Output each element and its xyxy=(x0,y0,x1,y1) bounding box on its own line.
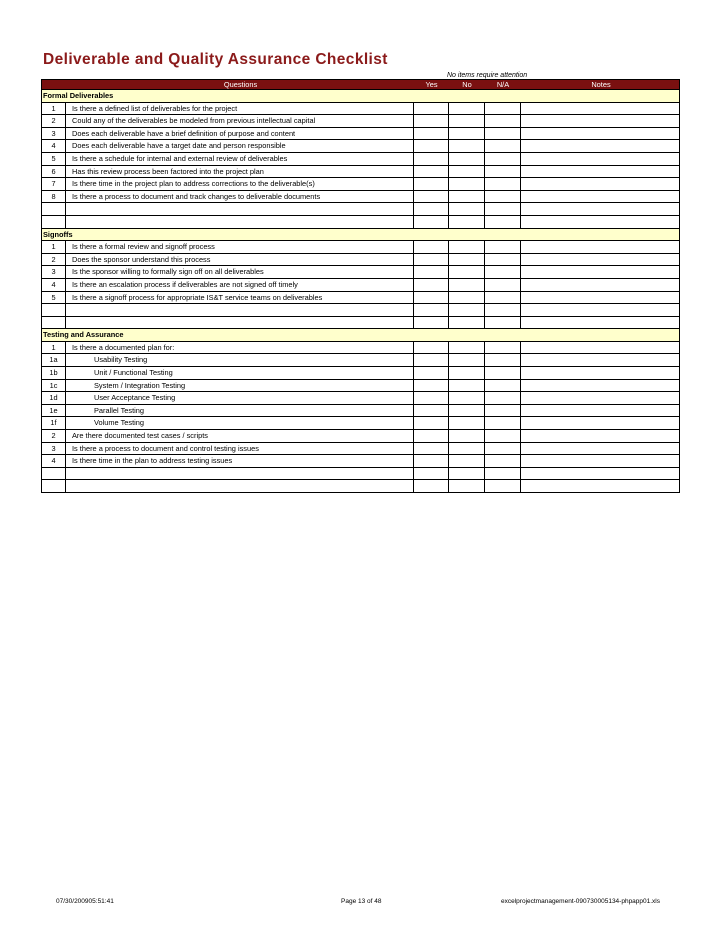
item-number: 1a xyxy=(41,354,66,366)
question-text: Volume Testing xyxy=(94,418,144,428)
item-number xyxy=(41,468,66,480)
yes-cell[interactable] xyxy=(413,103,448,115)
yes-cell[interactable] xyxy=(413,128,448,140)
table-row xyxy=(41,128,680,141)
no-cell[interactable] xyxy=(448,317,484,329)
notes-cell[interactable] xyxy=(520,103,680,115)
notes-cell[interactable] xyxy=(520,380,680,392)
blank-row xyxy=(41,304,680,317)
na-cell[interactable] xyxy=(484,443,520,455)
na-cell[interactable] xyxy=(484,380,520,392)
questions-header: Questions xyxy=(223,80,258,89)
question-text: Has this review process been factored into the project plan xyxy=(72,166,264,176)
table-row xyxy=(41,254,680,267)
na-cell[interactable] xyxy=(484,292,520,304)
na-cell[interactable] xyxy=(484,115,520,127)
no-cell[interactable] xyxy=(448,405,484,417)
yes-cell[interactable] xyxy=(413,191,448,203)
column-header-row xyxy=(41,79,680,90)
table-row xyxy=(41,115,680,128)
no-cell[interactable] xyxy=(448,166,484,178)
question-text: Does each deliverable have a brief definition of purpose and content xyxy=(72,128,296,138)
notes-cell[interactable] xyxy=(520,292,680,304)
na-cell[interactable] xyxy=(484,166,520,178)
question-text: Does the sponsor understand this process xyxy=(72,254,211,264)
na-cell[interactable] xyxy=(484,468,520,480)
item-number: 8 xyxy=(41,191,66,203)
na-cell[interactable] xyxy=(484,480,520,492)
question-text: Is there time in the plan to address testing issues xyxy=(72,456,233,466)
na-header: N/A xyxy=(496,80,510,89)
question-text: Does each deliverable have a target date and person responsible xyxy=(72,141,286,151)
question-text: Unit / Functional Testing xyxy=(94,368,173,378)
no-cell[interactable] xyxy=(448,367,484,379)
yes-cell[interactable] xyxy=(413,380,448,392)
notes-header: Notes xyxy=(591,80,611,89)
notes-cell[interactable] xyxy=(520,405,680,417)
no-cell[interactable] xyxy=(448,191,484,203)
yes-cell[interactable] xyxy=(413,266,448,278)
question-text xyxy=(66,304,413,316)
footer-filename: excelprojectmanagement-090730005134-phpapp01.xls xyxy=(501,898,661,905)
notes-cell[interactable] xyxy=(520,115,680,127)
no-cell[interactable] xyxy=(448,380,484,392)
yes-cell[interactable] xyxy=(413,254,448,266)
table-row xyxy=(41,380,680,393)
question-text: Is there a signoff process for appropriate IS&T service teams on deliverables xyxy=(72,292,323,302)
yes-header: Yes xyxy=(425,80,438,89)
yes-cell[interactable] xyxy=(413,140,448,152)
table-row xyxy=(41,241,680,254)
item-number: 4 xyxy=(41,455,66,467)
na-cell[interactable] xyxy=(484,128,520,140)
table-row xyxy=(41,405,680,418)
notes-cell[interactable] xyxy=(520,266,680,278)
blank-row xyxy=(41,216,680,229)
notes-cell[interactable] xyxy=(520,304,680,316)
question-text: System / Integration Testing xyxy=(94,380,186,390)
table-row xyxy=(41,430,680,443)
question-text: Is the sponsor willing to formally sign off on all deliverables xyxy=(72,267,264,277)
item-number: 2 xyxy=(41,254,66,266)
question-text: Is there an escalation process if deliverables are not signed off timely xyxy=(72,279,298,289)
no-cell[interactable] xyxy=(448,455,484,467)
yes-cell[interactable] xyxy=(413,430,448,442)
notes-cell[interactable] xyxy=(520,128,680,140)
item-number: 1 xyxy=(41,103,66,115)
yes-cell[interactable] xyxy=(413,468,448,480)
notes-cell[interactable] xyxy=(520,241,680,253)
no-cell[interactable] xyxy=(448,480,484,492)
question-text xyxy=(66,216,413,228)
question-text xyxy=(66,203,413,215)
notes-cell[interactable] xyxy=(520,317,680,329)
na-cell[interactable] xyxy=(484,317,520,329)
no-cell[interactable] xyxy=(448,103,484,115)
item-number: 3 xyxy=(41,128,66,140)
na-cell[interactable] xyxy=(484,103,520,115)
na-cell[interactable] xyxy=(484,266,520,278)
notes-cell[interactable] xyxy=(520,455,680,467)
table-row xyxy=(41,392,680,405)
item-number xyxy=(41,304,66,316)
table-row xyxy=(41,342,680,355)
no-cell[interactable] xyxy=(448,430,484,442)
no-cell[interactable] xyxy=(448,392,484,404)
na-cell[interactable] xyxy=(484,417,520,429)
notes-cell[interactable] xyxy=(520,216,680,228)
notes-cell[interactable] xyxy=(520,191,680,203)
notes-cell[interactable] xyxy=(520,203,680,215)
item-number: 4 xyxy=(41,140,66,152)
na-cell[interactable] xyxy=(484,140,520,152)
na-cell[interactable] xyxy=(484,178,520,190)
notes-cell[interactable] xyxy=(520,140,680,152)
notes-cell[interactable] xyxy=(520,367,680,379)
table-row xyxy=(41,103,680,116)
yes-cell[interactable] xyxy=(413,216,448,228)
no-cell[interactable] xyxy=(448,140,484,152)
notes-cell[interactable] xyxy=(520,392,680,404)
question-text: Is there a schedule for internal and external review of deliverables xyxy=(72,153,288,163)
item-number xyxy=(41,203,66,215)
table-row xyxy=(41,266,680,279)
no-cell[interactable] xyxy=(448,241,484,253)
na-cell[interactable] xyxy=(484,392,520,404)
yes-cell[interactable] xyxy=(413,304,448,316)
attention-note: No items require attention xyxy=(447,72,528,79)
question-text: Usability Testing xyxy=(94,355,148,365)
no-cell[interactable] xyxy=(448,153,484,165)
question-text xyxy=(66,317,413,329)
no-cell[interactable] xyxy=(448,128,484,140)
item-number: 7 xyxy=(41,178,66,190)
table-row xyxy=(41,279,680,292)
blank-row xyxy=(41,480,680,493)
checklist-table xyxy=(41,79,680,493)
notes-cell[interactable] xyxy=(520,354,680,366)
yes-cell[interactable] xyxy=(413,153,448,165)
yes-cell[interactable] xyxy=(413,292,448,304)
question-text xyxy=(66,480,413,492)
no-header: No xyxy=(462,80,472,89)
item-number: 5 xyxy=(41,292,66,304)
na-cell[interactable] xyxy=(484,216,520,228)
na-cell[interactable] xyxy=(484,430,520,442)
table-row xyxy=(41,292,680,305)
item-number: 1f xyxy=(41,417,66,429)
yes-cell[interactable] xyxy=(413,480,448,492)
yes-cell[interactable] xyxy=(413,178,448,190)
na-cell[interactable] xyxy=(484,153,520,165)
yes-cell[interactable] xyxy=(413,354,448,366)
page-title: Deliverable and Quality Assurance Checklist xyxy=(43,51,388,68)
yes-cell[interactable] xyxy=(413,279,448,291)
question-text: Is there a process to document and track changes to deliverable documents xyxy=(72,191,321,201)
no-cell[interactable] xyxy=(448,279,484,291)
yes-cell[interactable] xyxy=(413,443,448,455)
table-row xyxy=(41,166,680,179)
item-number: 1c xyxy=(41,380,66,392)
yes-cell[interactable] xyxy=(413,203,448,215)
question-text: Are there documented test cases / scripts xyxy=(72,431,208,441)
section-heading: Signoffs xyxy=(41,229,680,242)
no-cell[interactable] xyxy=(448,468,484,480)
notes-cell[interactable] xyxy=(520,342,680,354)
item-number: 1 xyxy=(41,342,66,354)
no-cell[interactable] xyxy=(448,304,484,316)
no-cell[interactable] xyxy=(448,216,484,228)
yes-cell[interactable] xyxy=(413,342,448,354)
no-cell[interactable] xyxy=(448,354,484,366)
section-heading: Testing and Assurance xyxy=(41,329,680,342)
na-cell[interactable] xyxy=(484,279,520,291)
question-text: Parallel Testing xyxy=(94,405,144,415)
table-row xyxy=(41,153,680,166)
no-cell[interactable] xyxy=(448,115,484,127)
notes-cell[interactable] xyxy=(520,468,680,480)
yes-cell[interactable] xyxy=(413,241,448,253)
table-row xyxy=(41,455,680,468)
footer-timestamp: 07/30/200905:51:41 xyxy=(56,898,114,905)
na-cell[interactable] xyxy=(484,203,520,215)
na-cell[interactable] xyxy=(484,455,520,467)
no-cell[interactable] xyxy=(448,254,484,266)
notes-cell[interactable] xyxy=(520,178,680,190)
yes-cell[interactable] xyxy=(413,417,448,429)
table-row xyxy=(41,178,680,191)
yes-cell[interactable] xyxy=(413,455,448,467)
no-cell[interactable] xyxy=(448,417,484,429)
notes-cell[interactable] xyxy=(520,480,680,492)
item-number: 1 xyxy=(41,241,66,253)
question-text: Is there a formal review and signoff process xyxy=(72,242,215,252)
footer-page-number: Page 13 of 48 xyxy=(341,898,382,905)
na-cell[interactable] xyxy=(484,241,520,253)
table-row xyxy=(41,140,680,153)
blank-row xyxy=(41,317,680,330)
question-text: Is there time in the project plan to address corrections to the deliverable(s) xyxy=(72,179,315,189)
no-cell[interactable] xyxy=(448,203,484,215)
question-text: Is there a documented plan for: xyxy=(72,342,175,352)
table-row xyxy=(41,367,680,380)
table-row xyxy=(41,417,680,430)
no-cell[interactable] xyxy=(448,178,484,190)
table-row xyxy=(41,191,680,204)
item-number: 6 xyxy=(41,166,66,178)
item-number xyxy=(41,317,66,329)
item-number: 4 xyxy=(41,279,66,291)
item-number: 3 xyxy=(41,443,66,455)
na-cell[interactable] xyxy=(484,354,520,366)
na-cell[interactable] xyxy=(484,342,520,354)
table-row xyxy=(41,443,680,456)
item-number xyxy=(41,480,66,492)
item-number: 2 xyxy=(41,115,66,127)
item-number: 2 xyxy=(41,430,66,442)
question-text: Is there a defined list of deliverables for the project xyxy=(72,103,238,113)
question-text: Is there a process to document and control testing issues xyxy=(72,443,259,453)
yes-cell[interactable] xyxy=(413,405,448,417)
na-cell[interactable] xyxy=(484,304,520,316)
yes-cell[interactable] xyxy=(413,392,448,404)
question-text: Could any of the deliverables be modeled from previous intellectual capital xyxy=(72,116,316,126)
na-cell[interactable] xyxy=(484,254,520,266)
yes-cell[interactable] xyxy=(413,115,448,127)
table-row xyxy=(41,354,680,367)
notes-cell[interactable] xyxy=(520,166,680,178)
section-heading: Formal Deliverables xyxy=(41,90,680,103)
blank-row xyxy=(41,203,680,216)
notes-cell[interactable] xyxy=(520,443,680,455)
item-number: 5 xyxy=(41,153,66,165)
yes-cell[interactable] xyxy=(413,367,448,379)
question-text xyxy=(66,468,413,480)
notes-cell[interactable] xyxy=(520,279,680,291)
no-cell[interactable] xyxy=(448,443,484,455)
na-cell[interactable] xyxy=(484,405,520,417)
no-cell[interactable] xyxy=(448,342,484,354)
notes-cell[interactable] xyxy=(520,417,680,429)
na-cell[interactable] xyxy=(484,367,520,379)
item-number: 3 xyxy=(41,266,66,278)
question-text: User Acceptance Testing xyxy=(94,393,176,403)
notes-cell[interactable] xyxy=(520,254,680,266)
item-number xyxy=(41,216,66,228)
item-number: 1b xyxy=(41,367,66,379)
yes-cell[interactable] xyxy=(413,166,448,178)
no-cell[interactable] xyxy=(448,292,484,304)
blank-row xyxy=(41,468,680,481)
na-cell[interactable] xyxy=(484,191,520,203)
item-number: 1e xyxy=(41,405,66,417)
notes-cell[interactable] xyxy=(520,430,680,442)
notes-cell[interactable] xyxy=(520,153,680,165)
no-cell[interactable] xyxy=(448,266,484,278)
item-number: 1d xyxy=(41,392,66,404)
yes-cell[interactable] xyxy=(413,317,448,329)
